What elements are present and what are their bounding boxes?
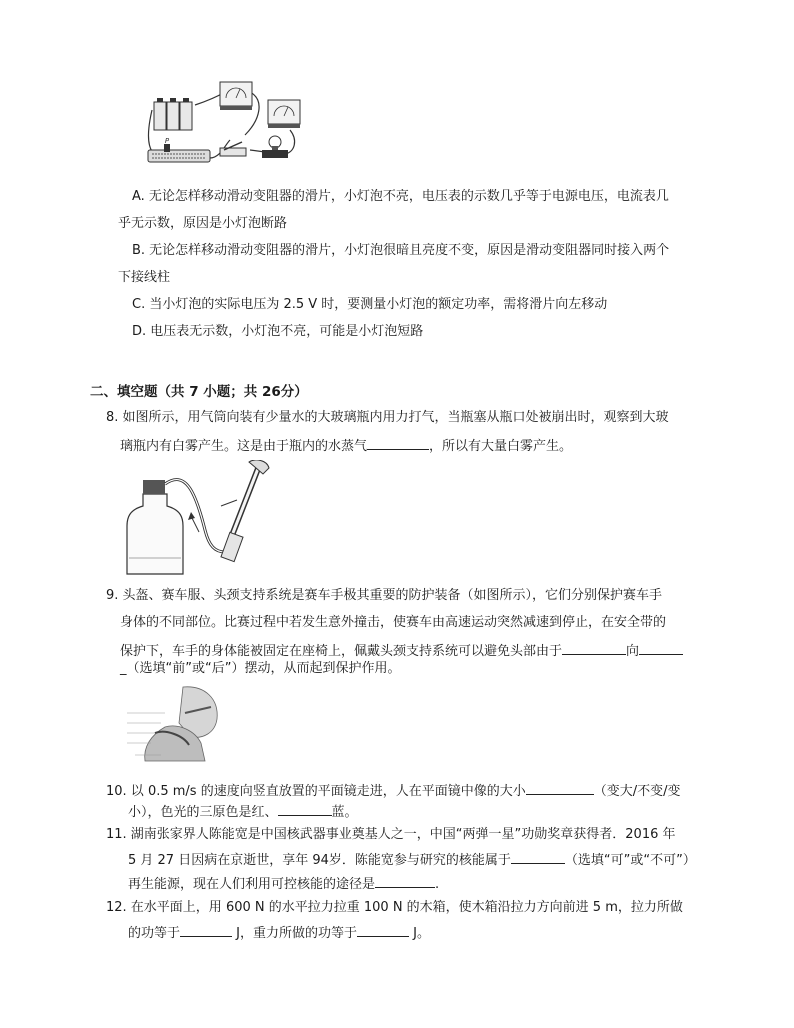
q10-text-d: 蓝。 bbox=[331, 805, 358, 820]
q10-text-a: 10. 以 0.5 m/s 的速度向竖直放置的平面镜走进，人在平面镜中像的大小 bbox=[106, 784, 526, 799]
q11-text-b: （选填“可”或“不可”） bbox=[564, 853, 696, 868]
q11-answer-blank-1[interactable] bbox=[511, 850, 565, 864]
switch-icon bbox=[220, 142, 246, 156]
q12-line1: 12. 在水平面上，用 600 N 的水平拉力拉重 100 N 的木箱，使木箱沿拉力方向前进 5 m，拉力所做 bbox=[106, 900, 683, 915]
q8-line1: 8. 如图所示，用气筒向装有少量水的大玻璃瓶内用力打气，当瓶塞从瓶口处被崩出时，观察到大玻 bbox=[106, 410, 669, 425]
q11-line2 bbox=[128, 850, 696, 870]
q9-line3 bbox=[120, 641, 683, 661]
option-d: D. 电压表无示数，小灯泡不亮，可能是小灯泡短路 bbox=[132, 324, 424, 339]
q9-answer-blank-2[interactable] bbox=[639, 641, 683, 655]
q9-line2: 身体的不同部位。比赛过程中若发生意外撞击，使赛车由高速运动突然减速到停止，在安全带的 bbox=[120, 615, 667, 630]
q11-line3 bbox=[128, 874, 439, 894]
q10-answer-blank-1[interactable] bbox=[526, 781, 594, 795]
q9-line1: 9. 头盔、赛车服、头颈支持系统是赛车手极其重要的防护装备（如图所示），它们分别保护赛车手 bbox=[106, 588, 663, 603]
q12-text-a: 的功等于 bbox=[128, 926, 181, 941]
voltmeter-icon bbox=[268, 100, 300, 128]
option-b-line2: 下接线柱 bbox=[118, 270, 171, 285]
q10-answer-blank-2[interactable] bbox=[278, 802, 332, 816]
q12-text-b: J，重力所做的功等于 bbox=[232, 926, 357, 941]
lamp-icon bbox=[262, 136, 288, 158]
q9-text-a: 保护下，车手的身体能被固定在座椅上，佩戴头颈支持系统可以避免头部由于 bbox=[120, 644, 563, 659]
q8-line2 bbox=[120, 436, 572, 456]
q8-answer-blank[interactable] bbox=[367, 436, 429, 450]
q9-answer-blank-1[interactable] bbox=[562, 641, 626, 655]
battery-icon bbox=[154, 98, 192, 130]
q9-text-b: 向 bbox=[626, 644, 640, 659]
option-a-line1: A. 无论怎样移动滑动变阻器的滑片，小灯泡不亮，电压表的示数几乎等于电源电压，电流表几 bbox=[132, 189, 669, 204]
q8-text-b: ，所以有大量白雾产生。 bbox=[429, 439, 573, 454]
q12-answer-blank-1[interactable] bbox=[180, 923, 232, 937]
q10-line1 bbox=[106, 781, 680, 801]
arrow-up-icon bbox=[188, 512, 199, 532]
slider-label: P bbox=[164, 137, 170, 145]
q9-line4: _（选填“前”或“后”）摆动，从而起到保护作用。 bbox=[120, 661, 401, 676]
q10-line2 bbox=[128, 802, 358, 822]
q12-line2 bbox=[128, 923, 430, 943]
q11-text-c: 再生能源，现在人们利用可控核能的途径是 bbox=[128, 877, 376, 892]
pump-icon bbox=[221, 460, 269, 562]
q10-text-b: （变大/不变/变 bbox=[593, 784, 681, 799]
q11-text-d: . bbox=[435, 877, 440, 892]
rheostat-icon bbox=[148, 137, 210, 162]
q11-text-a: 5 月 27 日因病在京逝世，享年 94岁．陈能宽参与研究的核能属于 bbox=[128, 853, 511, 868]
option-b-line1: B. 无论怎样移动滑动变阻器的滑片，小灯泡很暗且亮度不变，原因是滑动变阻器同时接入两个 bbox=[132, 243, 670, 258]
hans-device-figure bbox=[125, 683, 225, 763]
q11-answer-blank-2[interactable] bbox=[375, 874, 435, 888]
q12-answer-blank-2[interactable] bbox=[357, 923, 409, 937]
option-a-line2: 乎无示数，原因是小灯泡断路 bbox=[118, 216, 288, 231]
bottle-icon bbox=[127, 480, 183, 574]
q10-text-c: 小），色光的三原色是红、 bbox=[128, 805, 278, 820]
q11-line1: 11. 湖南张家界人陈能宽是中国核武器事业奠基人之一，中国“两弹一星”功勋奖章获得者．2016 年 bbox=[106, 827, 676, 842]
racer-helmet-icon bbox=[127, 687, 217, 761]
q8-text-a: 璃瓶内有白雾产生。这是由于瓶内的水蒸气 bbox=[120, 439, 368, 454]
circuit-figure bbox=[140, 80, 310, 170]
ammeter-icon bbox=[220, 82, 252, 110]
bottle-pump-figure bbox=[125, 460, 275, 580]
q12-text-c: J。 bbox=[408, 926, 430, 941]
option-c: C. 当小灯泡的实际电压为 2.5 V 时，要测量小灯泡的额定功率，需将滑片向左移动 bbox=[132, 297, 608, 312]
section-heading: 二、填空题（共 7 小题；共 26分） bbox=[90, 384, 308, 400]
